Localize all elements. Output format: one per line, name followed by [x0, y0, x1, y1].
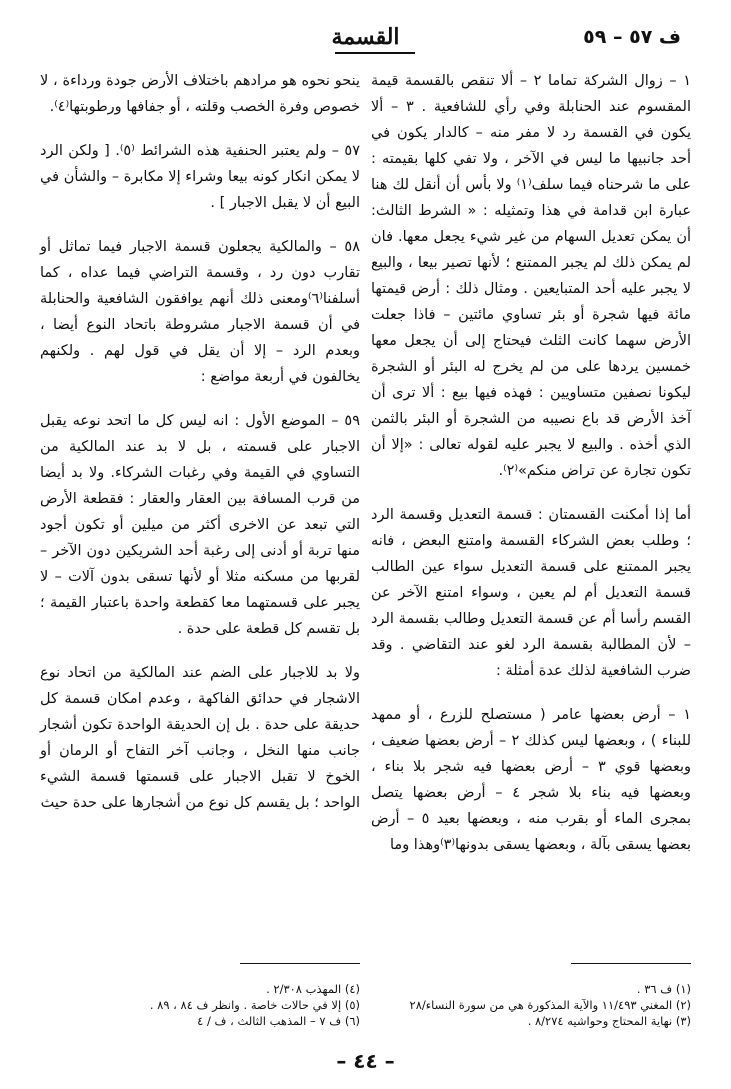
- paragraph: ولا بد للاجبار على الضم عند المالكية من اتحاد نوع الاشجار في حدائق الفاكهة ، وعدم امكان قسمة كل حديقة على حدة . بل إن الحديقة الواحدة تكون أشجار جانب منها النخل ، وجانب آخر التفاح أو الرمان أو الخوخ لا تقبل الاجبار على قسمتها قسمة الشيء الواحد ؛ بل يقسم كل نوع من أشجارها على حدة حيث: [40, 665, 360, 811]
- right-column: [371, 68, 691, 934]
- paragraph: أما إذا أمكنت القسمتان : قسمة التعديل وقسمة الرد ؛ وطلب بعض الشركاء القسمة وامتنع البعض ، فانه يجبر الممتنع على قسمة التعديل سواء عين الطالب قسمة التعديل أم لم يعين ، وسواء امتنع الآخر عن القسم رأسا أم عن قسمة التعديل وطالب بقسمة الرد – لأن المطالبة بقسمة الرد لغو عند التقاضي . وقد ضرب الشافعية لذلك عدة أمثلة :: [371, 507, 691, 679]
- paragraph: ١ – أرض بعضها عامر ( مستصلح للزرع ، أو ممهد للبناء ) ، وبعضها ليس كذلك ٢ – أرض بعضها ضعيف ، وبعضها قوي ٣ – أرض بعضها فيه شجر بلا بناء ، وبعضها فيه بناء بلا شجر ٤ – أرض بعضها يتصل بمجرى الماء أو بقرب منه ، وبعضها بعيد ٥ – أرض بعضها يسقى بآلة ، وبعضها يسقى بدونها⁽٣⁾وهذا وما: [371, 707, 692, 853]
- footnote-separator: [571, 963, 691, 964]
- footnote: (٦) ف ٧ – المذهب الثالث ، ف / ٤: [197, 1014, 360, 1028]
- footnote: (٢) المغني ١١/٤٩٣ والآية المذكورة هي من سورة النساء/٢٨: [409, 998, 691, 1012]
- footnote: (٤) المهذب ٢/٣٠٨ .: [266, 982, 360, 996]
- footnote: (٣) نهاية المحتاج وحواشيه ٨/٢٧٤ .: [527, 1014, 691, 1028]
- footnote: (٥) إلا في حالات خاصة . وانظر ف ٨٤ ، ٨٩ .: [149, 998, 360, 1012]
- page-number: – ٤٤ –: [336, 1049, 395, 1073]
- page-title: القسمة: [331, 24, 400, 50]
- paragraph: ٥٧ – ولم يعتبر الحنفية هذه الشرائط ⁽٥⁾. [ ولكن الرد لا يمكن انكار كونه بيعا وشراء إلا مكابرة – والشأن في البيع أن لا يقبل الاجبار ] .: [40, 143, 360, 211]
- paragraph: ٥٨ – والمالكية يجعلون قسمة الاجبار فيما تماثل أو تقارب دون رد ، وقسمة التراضي فيما عداه ، كما أسلفنا⁽٦⁾ومعنى ذلك أنهم يوافقون الشافعية والحنابلة في أن قسمة الاجبار مشروطة باتحاد النوع أيضا ، وبعدم الرد – إلا أن يقل في قول لهم . ولكنهم يخالفون في أربعة مواضع :: [40, 239, 360, 385]
- footnote-separator: [240, 963, 360, 964]
- footnote: (١) ف ٣٦ .: [636, 982, 691, 996]
- paragraph: ١ – زوال الشركة تماما ٢ – ألا تنقص بالقسمة قيمة المقسوم عند الحنابلة وفي رأي للشافعية . ٣ – ألا يكون في القسمة رد لا مفر منه – كالدار يكون في أحد جانبيها ما ليس في الآخر ، ولا تفي كلها بقيمته : على ما شرحناه فيما سلف⁽١⁾ ولا بأس أن أنقل لك هنا عبارة ابن قدامة في هذا وتمثيله : « الشرط الثالث: أن يمكن تعديل السهام من غير شيء يجعل معها. فان لم يمكن ذلك لم يجبر الممتنع ؛ لأنها تصير بيعا ، والبيع لا يجبر عليه أحد المتبايعين . ومثال ذلك : أرض قيمتها مائة فيها شجرة أو بئر تساوي مائتين – فاذا جعلت الأرض سهما كانت الثلث فيحتاج إلى أن يجعل معها خمسين يردها على من لم يخرج له البئر أو الشجرة ليكونا نصفين متساويين : فهذه فيها بيع : ألا ترى أن آخذ الأرض قد باع نصيبه من الشجرة أو البئر بالثمن الذي أخذه . والبيع لا يجبر عليه لقوله تعالى : «إلا أن تكون تجارة عن تراض منكم»⁽٢⁾.: [371, 73, 692, 479]
- paragraph: ينحو نحوه هو مرادهم باختلاف الأرض جودة ورداءة ، لا خصوص وفرة الخصب وقلته ، أو جفافها ورطوبتها⁽٤⁾.: [40, 73, 360, 115]
- title-underline: [335, 52, 415, 54]
- section-reference: ف ٥٧ – ٥٩: [583, 26, 681, 48]
- page-header: [40, 22, 691, 68]
- paragraph: ٥٩ – الموضع الأول : انه ليس كل ما اتحد نوعه يقبل الاجبار على قسمته ، بل لا بد عند المالكية من التساوي في القيمة وفي رغبات الشركاء. ولا بد أيضا من قرب المسافة بين العقار والعقار : فقطعة الأرض التي تبعد عن الاخرى أكثر من ميلين أو تكون أجود منها تربة أو أدنى إلى رغبة أحد الشريكين دون الآخر – لقربها من مسكنه مثلا أو لأنها تسقى بدون آلات – لا يجبر على قسمتهما معا كقطعة واحدة باعتبار القيمة ؛ بل تقسم كل قطعة على حدة .: [40, 413, 360, 637]
- footnotes-left: [40, 981, 360, 1029]
- left-column: [40, 68, 360, 934]
- footnotes-right: [371, 981, 691, 1029]
